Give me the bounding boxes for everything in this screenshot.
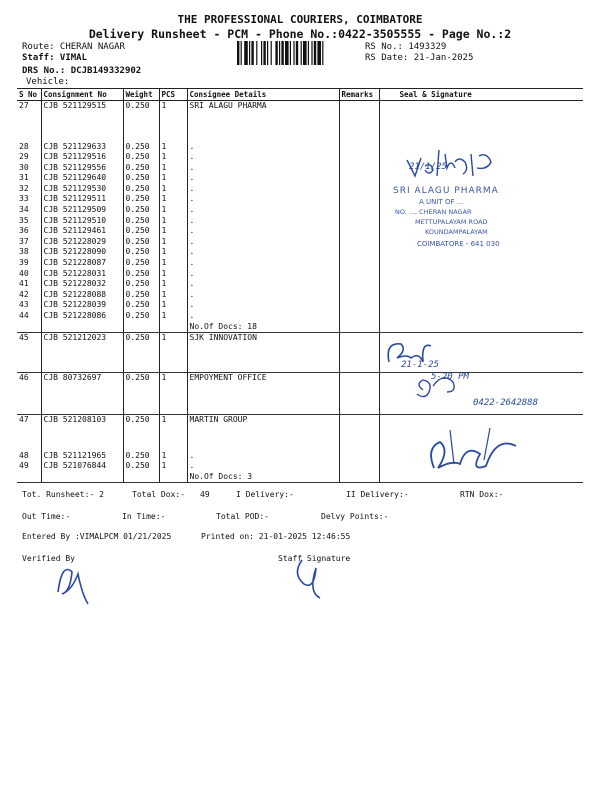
cell-sno: 37: [19, 236, 29, 246]
page-title: THE PROFESSIONAL COURIERS, COIMBATORE: [177, 13, 423, 26]
staff-signature: [286, 552, 336, 600]
cell-pcs: 1: [159, 101, 187, 142]
cell-seal: [379, 269, 583, 280]
col-header-pcs: PCS: [159, 89, 187, 101]
cell-details: MARTIN GROUP: [187, 415, 339, 451]
cell-cn: CJB 521076844: [41, 461, 123, 472]
cell-sno: 33: [19, 194, 29, 204]
cell-cn: CJB 521228039: [41, 300, 123, 311]
sjk-signature: [383, 330, 539, 420]
cell-pcs: 1: [159, 194, 187, 205]
cell-remarks: [339, 173, 379, 184]
cell-remarks: [339, 163, 379, 174]
cell-remarks: [339, 216, 379, 227]
cell-details: .: [187, 163, 339, 174]
cell-details: .: [187, 300, 339, 311]
cell-remarks: [339, 247, 379, 258]
staff-label: Staff: VIMAL: [22, 53, 88, 63]
cell-cn: CJB 521129509: [41, 205, 123, 216]
cell-wt: 0.250: [123, 247, 159, 258]
cell-pcs: 1: [159, 269, 187, 280]
cell-cn: CJB 521129511: [41, 194, 123, 205]
handwritten-phone: 0422-2642888: [473, 398, 539, 408]
cell-remarks: [339, 451, 379, 462]
cell-sno: 38: [19, 247, 29, 257]
cell-sno: 31: [19, 173, 29, 183]
cell-details: SRI ALAGU PHARMA: [187, 101, 339, 142]
empty-cell: [41, 472, 123, 483]
cell-wt: 0.250: [123, 300, 159, 311]
cell-wt: 0.250: [123, 194, 159, 205]
cell-pcs: 1: [159, 142, 187, 153]
cell-details: .: [187, 451, 339, 462]
cell-cn: CJB 521129640: [41, 173, 123, 184]
cell-remarks: [339, 205, 379, 216]
empty-cell: [17, 322, 41, 333]
entered-by: Entered By :VIMALPCM 01/21/2025: [22, 532, 172, 541]
stamp-line-2: A UNIT OF ...: [419, 198, 464, 206]
cell-pcs: 1: [159, 451, 187, 462]
cell-remarks: [339, 461, 379, 472]
total-dox-label: Total Dox:-: [132, 490, 185, 499]
cell-details: .: [187, 184, 339, 195]
cell-wt: 0.250: [123, 373, 159, 415]
cell-pcs: 1: [159, 184, 187, 195]
cell-details: .: [187, 173, 339, 184]
verified-by-label: Verified By: [22, 554, 75, 563]
cell-remarks: [339, 226, 379, 237]
cell-remarks: [339, 101, 379, 142]
cell-sno: 46: [17, 373, 41, 415]
cell-sno: 29: [19, 152, 29, 162]
cell-sno: 47: [19, 415, 29, 425]
cell-pcs: 1: [159, 173, 187, 184]
cell-wt: 0.250: [123, 279, 159, 290]
drs-number: DRS No.: DCJB149332902: [22, 66, 142, 76]
empty-cell: [339, 472, 379, 483]
empty-cell: [159, 472, 187, 483]
i-delivery: I Delivery:-: [236, 490, 294, 499]
cell-pcs: 1: [159, 247, 187, 258]
stamp-line-5: KOUNDAMPALAYAM: [425, 228, 488, 236]
out-time: Out Time:-: [22, 512, 71, 521]
cell-pcs: 1: [159, 226, 187, 237]
empty-cell: [123, 322, 159, 333]
cell-cn: CJB 521129530: [41, 184, 123, 195]
cell-details: .: [187, 152, 339, 163]
table-row: [17, 311, 583, 322]
cell-seal: [379, 279, 583, 290]
handwritten-date-2: 21-1-25: [401, 360, 439, 370]
cell-pcs: 1: [159, 237, 187, 248]
cell-pcs: 1: [159, 163, 187, 174]
cell-pcs: 1: [159, 300, 187, 311]
cell-details: .: [187, 269, 339, 280]
cell-sno: 40: [19, 268, 29, 278]
cell-wt: 0.250: [123, 451, 159, 462]
cell-pcs: 1: [159, 333, 187, 373]
cell-details: .: [187, 258, 339, 269]
cell-remarks: [339, 300, 379, 311]
cell-wt: 0.250: [123, 226, 159, 237]
cell-details: .: [187, 461, 339, 472]
cell-pcs: 1: [159, 279, 187, 290]
cell-remarks: [339, 237, 379, 248]
cell-cn: CJB 521129461: [41, 226, 123, 237]
cell-sno: 27: [19, 101, 29, 110]
cell-sno: 28: [19, 141, 29, 151]
cell-details: .: [187, 194, 339, 205]
cell-sno: 30: [19, 162, 29, 172]
cell-cn: CJB 521121965: [41, 451, 123, 462]
cell-sno: 35: [19, 215, 29, 225]
handwritten-time: 5-20 PM: [431, 372, 469, 382]
cell-wt: 0.250: [123, 205, 159, 216]
cell-details: SJK INNOVATION: [187, 333, 339, 373]
col-header-sno: S No: [17, 89, 41, 101]
empty-cell: [159, 322, 187, 333]
cell-seal: [379, 311, 583, 322]
cell-details: .: [187, 226, 339, 237]
cell-cn: CJB 521228031: [41, 269, 123, 280]
cell-sno: 43: [19, 300, 29, 310]
cell-wt: 0.250: [123, 216, 159, 227]
docs-count: No.Of Docs: 18: [187, 322, 339, 333]
cell-sno: 34: [19, 205, 29, 215]
handwritten-date-1: 21/1/25: [409, 162, 447, 172]
table-row: [17, 269, 583, 280]
cell-sno: 32: [19, 183, 29, 193]
verified-signature: [50, 558, 110, 608]
cell-remarks: [339, 415, 379, 451]
cell-seal: [379, 290, 583, 301]
cell-sno: 48: [19, 450, 29, 460]
col-header-seal: Seal & Signature: [379, 89, 583, 101]
cell-pcs: 1: [159, 373, 187, 415]
cell-sno: 45: [17, 333, 41, 373]
cell-cn: CJB 521208103: [41, 415, 123, 451]
barcode-image: [237, 41, 359, 65]
cell-sno: 39: [19, 258, 29, 268]
stamp-line-4: METTUPALAYAM ROAD: [415, 218, 488, 226]
cell-cn: CJB 521129510: [41, 216, 123, 227]
cell-remarks: [339, 311, 379, 322]
cell-cn: CJB 521129516: [41, 152, 123, 163]
cell-wt: 0.250: [123, 184, 159, 195]
cell-sno: 36: [19, 226, 29, 236]
cell-details: .: [187, 205, 339, 216]
cell-pcs: 1: [159, 415, 187, 451]
cell-wt: 0.250: [123, 173, 159, 184]
cell-remarks: [339, 290, 379, 301]
cell-remarks: [339, 373, 379, 415]
cell-cn: CJB 521129515: [41, 101, 123, 142]
cell-details: .: [187, 279, 339, 290]
cell-details: .: [187, 247, 339, 258]
cell-pcs: 1: [159, 311, 187, 322]
table-row: [17, 279, 583, 290]
cell-seal: [379, 101, 583, 142]
cell-wt: 0.250: [123, 101, 159, 142]
cell-wt: 0.250: [123, 290, 159, 301]
cell-pcs: 1: [159, 216, 187, 227]
in-time: In Time:-: [122, 512, 166, 521]
rs-date: RS Date: 21-Jan-2025: [365, 53, 474, 63]
staff-signature-label: Staff Signature: [278, 554, 351, 563]
cell-remarks: [339, 184, 379, 195]
delivery-points: Delvy Points:-: [321, 512, 389, 521]
cell-details: EMPOYMENT OFFICE: [187, 373, 339, 415]
cell-details: .: [187, 216, 339, 227]
cell-cn: CJB 521228088: [41, 290, 123, 301]
pharma-stamp-seal: [395, 140, 555, 270]
docs-count: No.Of Docs: 3: [187, 472, 339, 483]
table-header-row: [17, 89, 583, 101]
total-dox-value: 49: [200, 490, 210, 499]
cell-remarks: [339, 333, 379, 373]
rs-number: RS No.: 1493329: [365, 42, 447, 52]
table-row: [17, 290, 583, 301]
cell-cn: CJB 521212023: [41, 333, 123, 373]
cell-wt: 0.250: [123, 333, 159, 373]
total-pod: Total POD:-: [216, 512, 269, 521]
cell-remarks: [339, 194, 379, 205]
stamp-line-1: SRI ALAGU PHARMA: [393, 186, 499, 196]
cell-details: .: [187, 237, 339, 248]
cell-cn: CJB 521228029: [41, 237, 123, 248]
stamp-line-6: COIMBATORE - 641 030: [417, 240, 500, 248]
cell-wt: 0.250: [123, 142, 159, 153]
cell-wt: 0.250: [123, 415, 159, 451]
cell-cn: CJB 80732697: [41, 373, 123, 415]
cell-sno: 42: [19, 289, 29, 299]
printed-on: Printed on: 21-01-2025 12:46:55: [201, 532, 351, 541]
empty-cell: [17, 472, 41, 483]
cell-details: .: [187, 142, 339, 153]
cell-cn: CJB 521129556: [41, 163, 123, 174]
empty-cell: [123, 472, 159, 483]
cell-details: .: [187, 290, 339, 301]
cell-cn: CJB 521129633: [41, 142, 123, 153]
cell-details: .: [187, 311, 339, 322]
cell-cn: CJB 521228090: [41, 247, 123, 258]
col-header-consignee: Consignee Details: [187, 89, 339, 101]
col-header-remarks: Remarks: [339, 89, 379, 101]
cell-remarks: [339, 152, 379, 163]
route-label: Route: CHERAN NAGAR: [22, 42, 125, 52]
cell-wt: 0.250: [123, 311, 159, 322]
ii-delivery: II Delivery:-: [346, 490, 409, 499]
cell-wt: 0.250: [123, 461, 159, 472]
table-row: [17, 101, 583, 142]
cell-wt: 0.250: [123, 163, 159, 174]
cell-seal: [379, 300, 583, 311]
cell-pcs: 1: [159, 205, 187, 216]
cell-wt: 0.250: [123, 258, 159, 269]
cell-sno: 41: [19, 279, 29, 289]
rtn-dox: RTN Dox:-: [460, 490, 504, 499]
empty-cell: [41, 322, 123, 333]
cell-wt: 0.250: [123, 237, 159, 248]
table-row: [17, 300, 583, 311]
cell-cn: CJB 521228086: [41, 311, 123, 322]
cell-remarks: [339, 258, 379, 269]
vehicle-label: Vehicle:: [26, 77, 70, 87]
cell-pcs: 1: [159, 152, 187, 163]
cell-cn: CJB 521228087: [41, 258, 123, 269]
stamp-line-3: NO. ..., CHERAN NAGAR: [395, 208, 472, 216]
cell-sno: 44: [19, 311, 29, 320]
cell-remarks: [339, 142, 379, 153]
empty-cell: [339, 322, 379, 333]
cell-pcs: 1: [159, 290, 187, 301]
cell-remarks: [339, 269, 379, 280]
col-header-weight: Weight: [123, 89, 159, 101]
cell-pcs: 1: [159, 461, 187, 472]
cell-cn: CJB 521228032: [41, 279, 123, 290]
cell-remarks: [339, 279, 379, 290]
page-subtitle: Delivery Runsheet - PCM - Phone No.:0422-3505555 - Page No.:2: [88, 27, 512, 41]
martin-signature: [420, 420, 530, 490]
cell-sno: 49: [19, 461, 29, 471]
cell-wt: 0.250: [123, 152, 159, 163]
cell-pcs: 1: [159, 258, 187, 269]
total-runsheet: Tot. Runsheet:- 2: [22, 490, 104, 499]
cell-wt: 0.250: [123, 269, 159, 280]
col-header-consignment: Consignment No: [41, 89, 123, 101]
